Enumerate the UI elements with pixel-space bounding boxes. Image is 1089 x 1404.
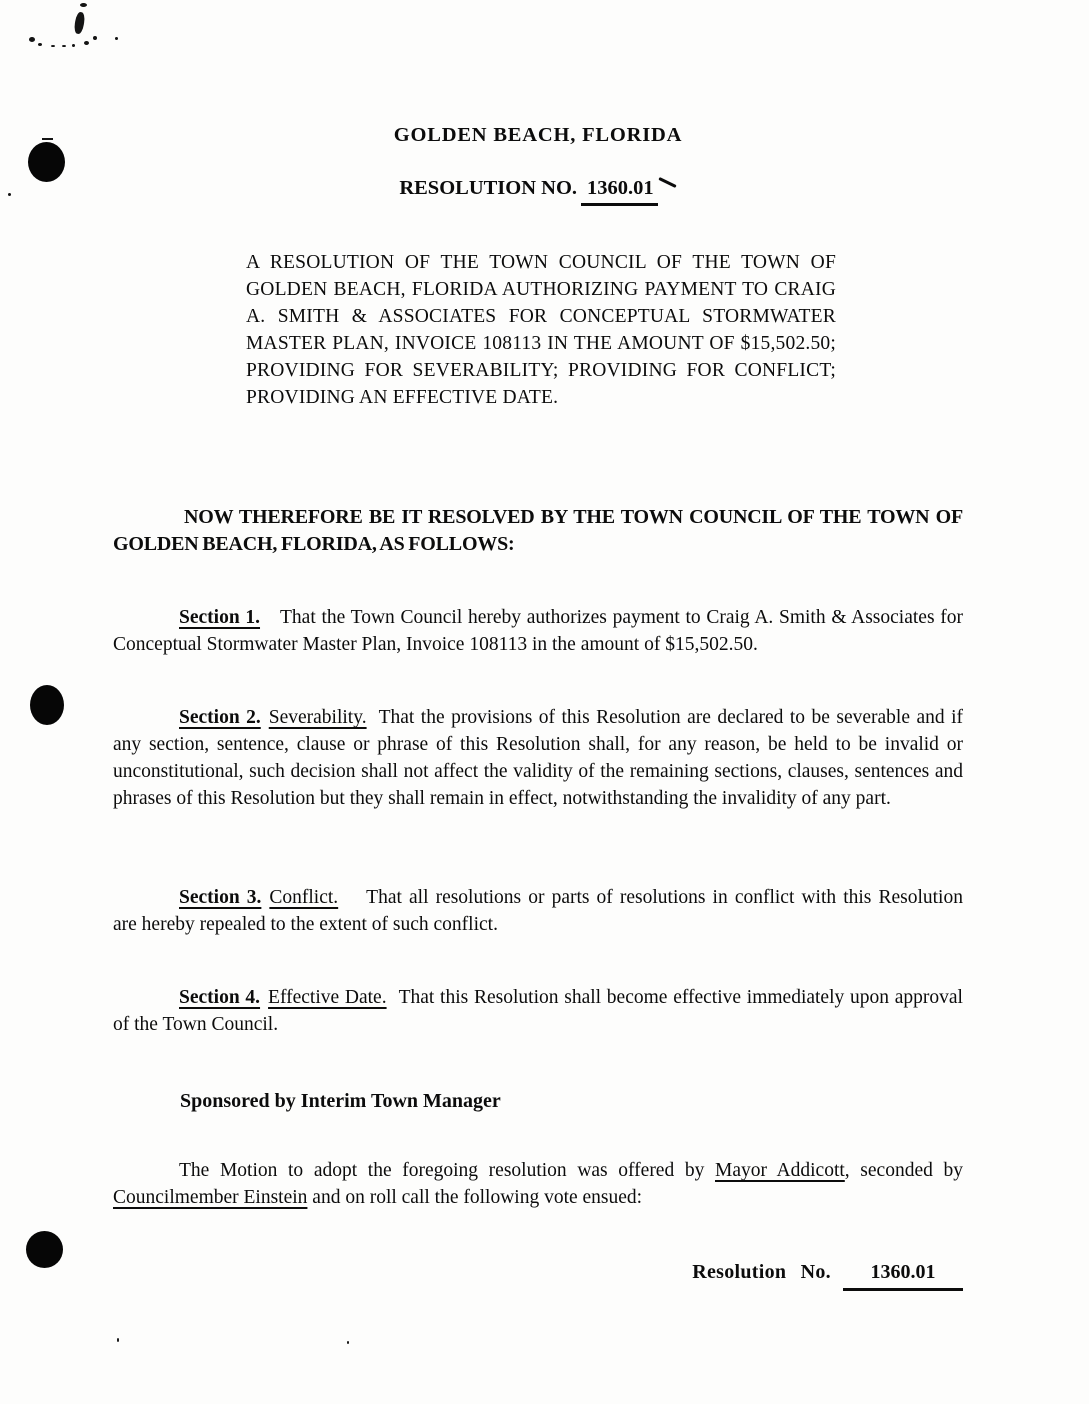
section-1-label: Section 1. <box>179 607 261 628</box>
scan-speckle <box>115 37 118 40</box>
scan-speckle <box>72 44 75 47</box>
section-3-label: Section 3. <box>179 887 262 908</box>
scan-speckle <box>29 37 35 42</box>
motion-text-prefix: The Motion to adopt the foregoing resolution was offered by <box>179 1160 715 1181</box>
punch-hole <box>28 142 65 182</box>
scan-speckle <box>93 36 97 40</box>
footer-resolution-label: Resolution No. <box>692 1261 831 1283</box>
section-3-body: That all resolutions or parts of resolutions in conflict with this Resolution are hereby repealed to the extent of such conflict. <box>113 887 963 935</box>
scan-speckle <box>8 193 11 196</box>
footer-resolution-value: 1360.01 <box>843 1259 963 1291</box>
scan-speckle <box>42 138 53 140</box>
resolution-title-paragraph: A RESOLUTION OF THE TOWN COUNCIL OF THE TOWN OF GOLDEN BEACH, FLORIDA AUTHORIZING PAYMENT TO CRAIG A. SMITH & ASSOCIATES FOR CONCEPTUAL STORMWATER MASTER PLAN, INVOICE 108113 IN THE AMOUNT OF $15,502.50; PROVIDING FOR SEVERABILITY; PROVIDING FOR CONFLICT; PROVIDING AN EFFECTIVE DATE. <box>246 252 836 408</box>
seconder-name: Councilmember Einstein <box>113 1187 308 1208</box>
scan-speckle <box>84 41 89 45</box>
section-1-label-group <box>179 607 260 628</box>
footer-resolution-number <box>113 1259 963 1291</box>
section-4-heading: Effective Date. <box>268 987 387 1008</box>
section-1-paragraph <box>113 604 963 658</box>
section-2-heading: Severability. <box>268 707 367 728</box>
document-location-heading: GOLDEN BEACH, FLORIDA <box>393 124 683 146</box>
section-2-label-group <box>179 707 367 728</box>
resolution-number-value: 1360.01 <box>581 175 658 206</box>
section-3-heading: Conflict. <box>269 887 339 908</box>
section-2-label: Section 2. <box>179 707 261 728</box>
section-4-body: That this Resolution shall become effective immediately upon approval of the Town Council. <box>113 987 963 1035</box>
sponsor-line: Sponsored by Interim Town Manager <box>180 1090 501 1112</box>
resolution-number-line <box>113 175 963 206</box>
scan-speckle <box>51 45 55 47</box>
section-4-label: Section 4. <box>179 987 261 1008</box>
scan-speckle <box>347 1341 349 1344</box>
punch-hole <box>30 685 64 725</box>
scan-speckle <box>73 11 85 34</box>
resolution-number-label: RESOLUTION NO. <box>399 177 578 199</box>
section-4-paragraph <box>113 984 963 1038</box>
pen-mark <box>658 177 676 188</box>
motion-paragraph <box>113 1157 963 1211</box>
section-2-body: That the provisions of this Resolution are declared to be severable and if any section, sentence, clause or phrase of this Resolution shall, for any reason, be held to be invalid or unconstitutional, such decision shall not affect the validity of the remaining sections, clauses, sentences and phrases of this Resolution but they shall remain in effect, notwithstanding the invalidity of any part. <box>113 707 963 809</box>
resolved-clause: NOW THEREFORE BE IT RESOLVED BY THE TOWN COUNCIL OF THE TOWN OF GOLDEN BEACH, FLORIDA, AS FOLLOWS: <box>113 506 963 555</box>
scan-speckle <box>117 1338 119 1342</box>
section-2-paragraph <box>113 704 963 812</box>
punch-hole <box>26 1231 63 1268</box>
scan-speckle <box>38 43 42 46</box>
section-4-label-group <box>179 987 387 1008</box>
section-3-label-group <box>179 887 338 908</box>
motion-text-suffix: and on roll call the following vote ensued: <box>307 1187 643 1208</box>
motion-text-middle: , seconded by <box>844 1160 963 1181</box>
scan-speckle <box>62 45 66 47</box>
mover-name: Mayor Addicott <box>715 1160 845 1181</box>
section-1-body: That the Town Council hereby authorizes payment to Craig A. Smith & Associates for Conceptual Stormwater Master Plan, Invoice 108113 in the amount of $15,502.50. <box>113 607 963 655</box>
scan-speckle <box>80 3 87 7</box>
section-3-paragraph <box>113 884 963 938</box>
